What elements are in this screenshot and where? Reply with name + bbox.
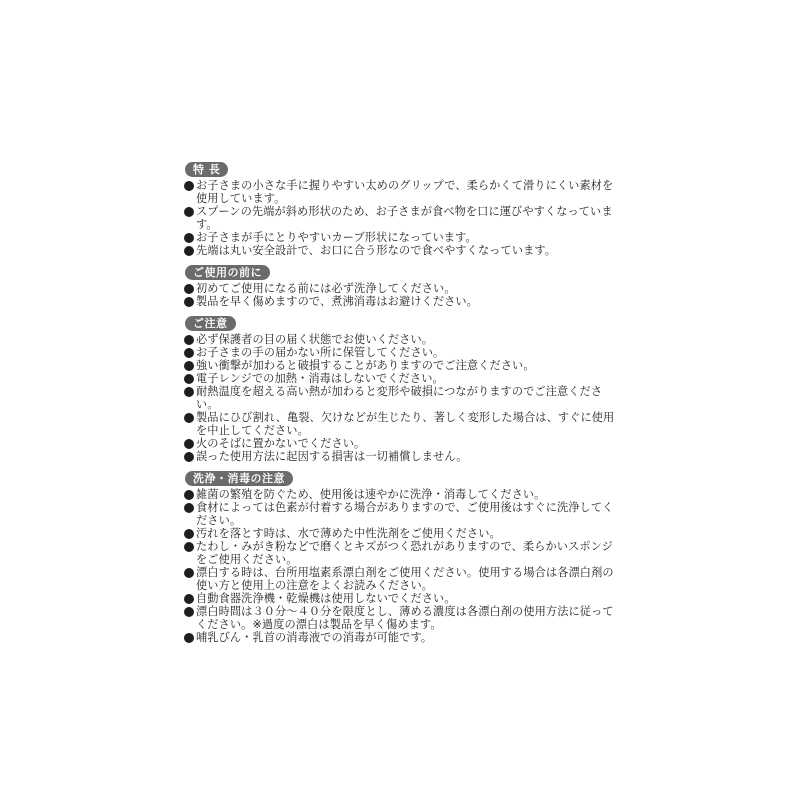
section-cleaning: [183, 467, 623, 644]
section-cautions: [183, 312, 623, 463]
list-item: たわし・みがき粉などで磨くとキズがつく恐れがありますので、柔らかいスポンジをご使用ください。: [183, 540, 623, 566]
section-before-use: [183, 261, 623, 308]
list-item: お子さまの手の届かない所に保管してください。: [183, 346, 623, 359]
list-item: 誤った使用方法に起因する損害は一切補償しません。: [183, 450, 623, 463]
list-item: 哺乳びん・乳首の消毒液での消毒が可能です。: [183, 631, 623, 644]
list-item: 雑菌の繁殖を防ぐため、使用後は速やかに洗浄・消毒してください。: [183, 488, 623, 501]
list-item: お子さまが手にとりやすいカーブ形状になっています。: [183, 231, 623, 244]
section-heading: ご注意: [185, 316, 236, 331]
section-heading: ご使用の前に: [185, 265, 270, 280]
section-heading: 洗浄・消毒の注意: [185, 471, 293, 486]
features-list: [183, 179, 623, 257]
cautions-list: [183, 333, 623, 463]
list-item: 製品にひび割れ、亀裂、欠けなどが生じたり、著しく変形した場合は、すぐに使用を中止してください。: [183, 411, 623, 437]
list-item: お子さまの小さな手に握りやすい太めのグリップで、柔らかくて滑りにくい素材を使用しています。: [183, 179, 623, 205]
list-item: 先端は丸い安全設計で、お口に合う形なので食べやすくなっています。: [183, 244, 623, 257]
list-item: 食材によっては色素が付着する場合がありますので、ご使用後はすぐに洗浄してください。: [183, 501, 623, 527]
list-item: 初めてご使用になる前には必ず洗浄してください。: [183, 282, 623, 295]
list-item: 電子レンジでの加熱・消毒はしないでください。: [183, 372, 623, 385]
list-item: スプーンの先端が斜め形状のため、お子さまが食べ物を口に運びやすくなっています。: [183, 205, 623, 231]
before-use-list: [183, 282, 623, 308]
list-item: 自動食器洗浄機・乾燥機は使用しないでください。: [183, 592, 623, 605]
list-item: 製品を早く傷めますので、煮沸消毒はお避けください。: [183, 295, 623, 308]
list-item: 強い衝撃が加わると破損することがありますのでご注意ください。: [183, 359, 623, 372]
list-item: 漂白する時は、台所用塩素系漂白剤をご使用ください。使用する場合は各漂白剤の使い方と使用上の注意をよくお読みください。: [183, 566, 623, 592]
instruction-sheet: [183, 158, 623, 648]
section-heading: 特 長: [185, 162, 228, 177]
cleaning-list: [183, 488, 623, 644]
list-item: 汚れを落とす時は、水で薄めた中性洗剤をご使用ください。: [183, 527, 623, 540]
list-item: 耐熱温度を超える高い熱が加わると変形や破損につながりますのでご注意ください。: [183, 385, 623, 411]
section-features: [183, 158, 623, 257]
list-item: 必ず保護者の目の届く状態でお使いください。: [183, 333, 623, 346]
list-item: 火のそばに置かないでください。: [183, 437, 623, 450]
list-item: 漂白時間は３０分～４０分を限度とし、薄める濃度は各漂白剤の使用方法に従ってください。※過度の漂白は製品を早く傷めます。: [183, 605, 623, 631]
